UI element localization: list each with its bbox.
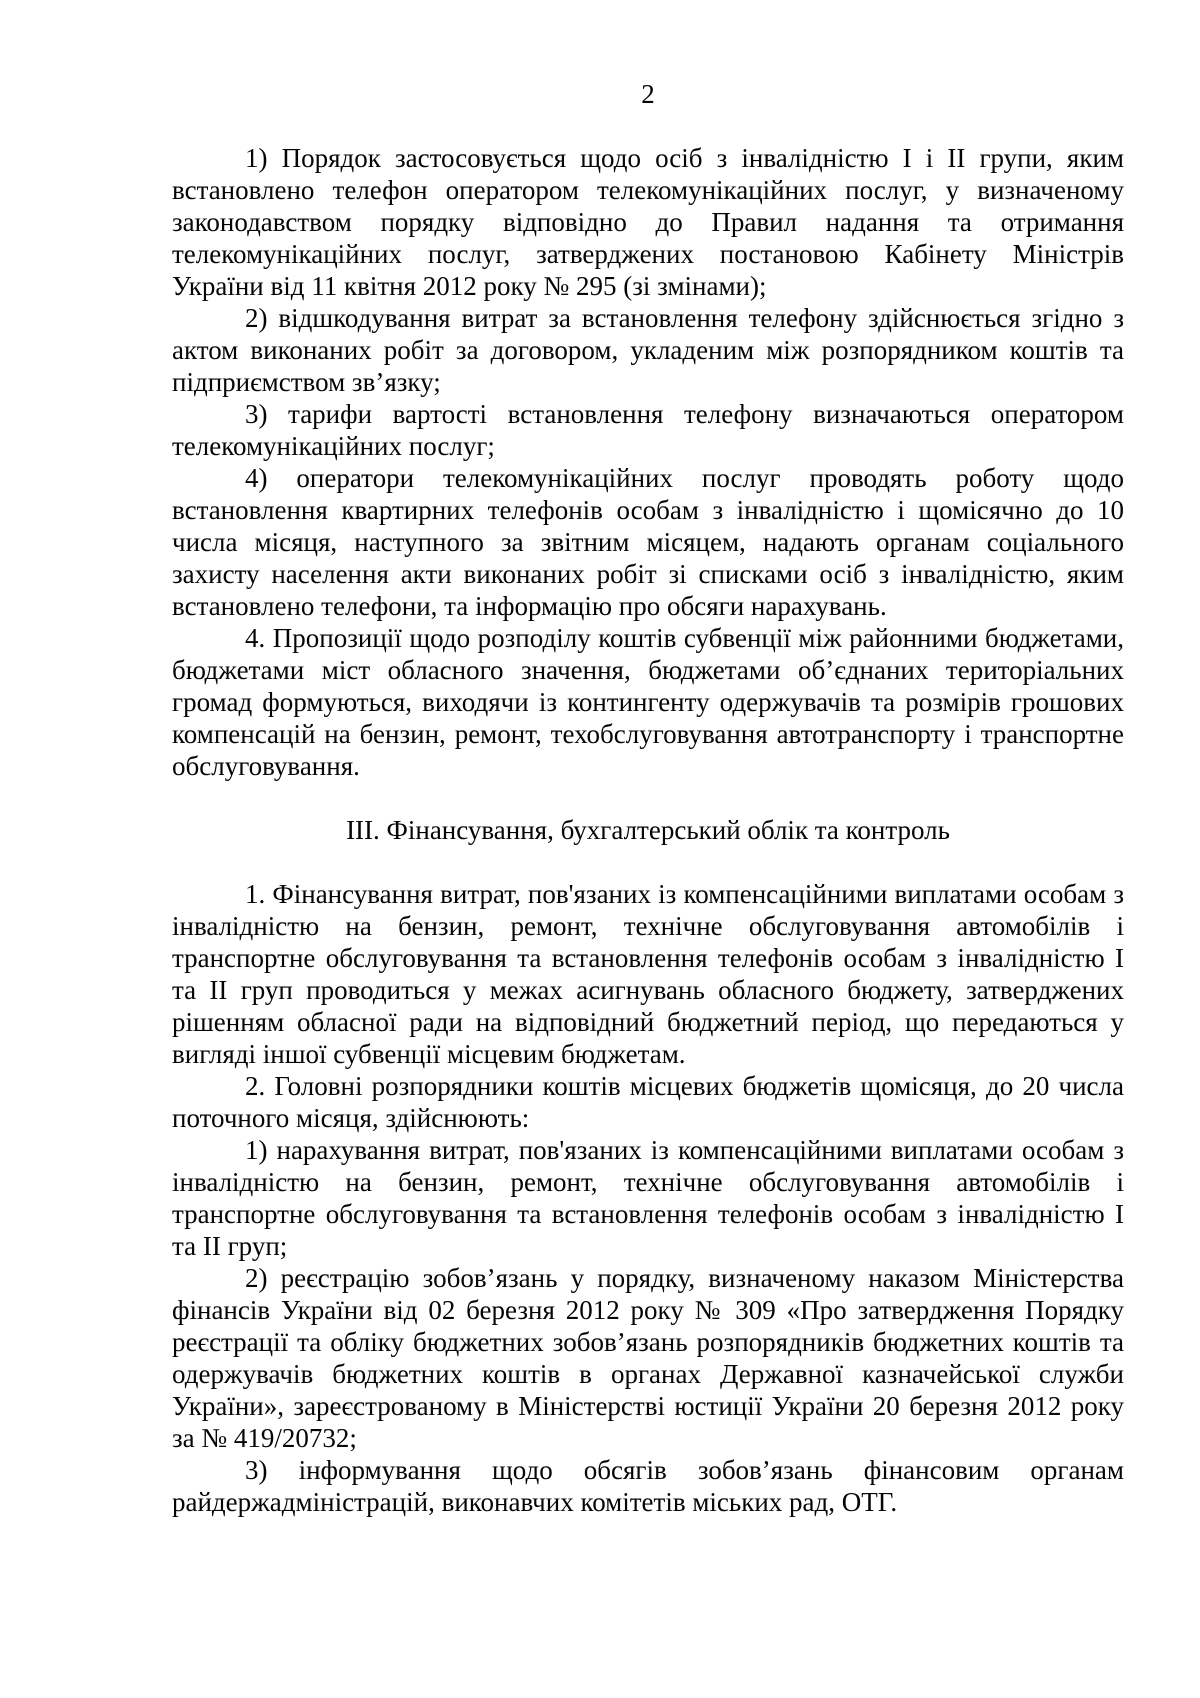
section3-paragraph-1: 1. Фінансування витрат, пов'язаних із компенсаційними виплатами особам з інвалідністю на бензин, ремонт, технічне обслуговування автомобілів і транспортне обслуговування та встановлення телефонів особам з інвалідністю І та ІІ груп проводиться у межах асигнувань обласного бюджету, затверджених рішенням обласної ради на відповідний бюджетний період, що передаються у вигляді іншої субвенції місцевим бюджетам. — [172, 879, 1124, 1069]
document-body — [172, 142, 1124, 1518]
section-three-heading: ІІІ. Фінансування, бухгалтерський облік та контроль — [346, 815, 950, 845]
section3-list-item-3: 3) інформування щодо обсягів зобов’язань фінансовим органам райдержадміністрацій, виконавчих комітетів міських рад, ОТГ. — [172, 1455, 1124, 1517]
part2-paragraph-4: 4. Пропозиції щодо розподілу коштів субвенції між районними бюджетами, бюджетами міст обласного значення, бюджетами об’єднаних територіальних громад формуються, виходячи із контингенту одержувачів та розмірів грошових компенсацій на бензин, ремонт, техобслуговування автотранспорту і транспортне обслуговування. — [172, 623, 1124, 781]
part2-list-item-2: 2) відшкодування витрат за встановлення телефону здійснюється згідно з актом виконаних робіт за договором, укладеним між розпорядником коштів та підприємством зв’язку; — [172, 303, 1124, 397]
section3-list-item-1: 1) нарахування витрат, пов'язаних із компенсаційними виплатами особам з інвалідністю на бензин, ремонт, технічне обслуговування автомобілів і транспортне обслуговування та встановлення телефонів особам з інвалідністю І та ІІ груп; — [172, 1135, 1124, 1261]
part2-list-item-3: 3) тарифи вартості встановлення телефону визначаються оператором телекомунікаційних послуг; — [172, 399, 1124, 461]
page-number: 2 — [641, 79, 655, 109]
section3-list-item-2: 2) реєстрацію зобов’язань у порядку, визначеному наказом Міністерства фінансів України від 02 березня 2012 року № 309 «Про затвердження Порядку реєстрації та обліку бюджетних зобов’язань розпорядників бюджетних коштів та одержувачів бюджетних коштів в органах Державної казначейської служби України», зареєстрованому в Міністерстві юстиції України 20 березня 2012 року за № 419/20732; — [172, 1263, 1124, 1453]
section3-paragraph-2: 2. Головні розпорядники коштів місцевих бюджетів щомісяця, до 20 числа поточного місяця, здійснюють: — [172, 1071, 1124, 1133]
part2-list-item-4: 4) оператори телекомунікаційних послуг проводять роботу щодо встановлення квартирних телефонів особам з інвалідністю і щомісячно до 10 числа місяця, наступного за звітним місяцем, надають органам соціального захисту населення акти виконаних робіт зі списками осіб з інвалідністю, яким встановлено телефони, та інформацію про обсяги нарахувань. — [172, 463, 1124, 621]
part2-list-item-1: 1) Порядок застосовується щодо осіб з інвалідністю І і ІІ групи, яким встановлено телефон оператором телекомунікаційних послуг, у визначеному законодавством порядку відповідно до Правил надання та отримання телекомунікаційних послуг, затверджених постановою Кабінету Міністрів України від 11 квітня 2012 року № 295 (зі змінами); — [172, 143, 1124, 301]
